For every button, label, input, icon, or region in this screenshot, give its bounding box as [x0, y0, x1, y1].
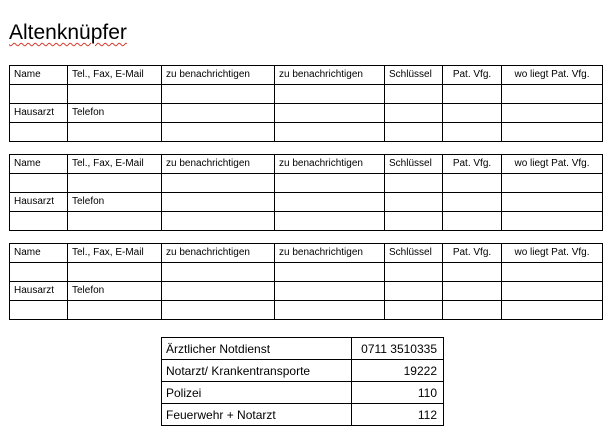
table-row — [10, 174, 603, 193]
header-cell-living-will-location: wo liegt Pat. Vfg. — [502, 66, 603, 85]
header-cell-key: Schlüssel — [385, 244, 443, 263]
emergency-number: 19222 — [352, 360, 444, 382]
emergency-row — [162, 338, 444, 360]
header-cell-key: Schlüssel — [385, 155, 443, 174]
table-row — [10, 212, 603, 231]
emergency-number: 110 — [352, 382, 444, 404]
table-header-row — [10, 66, 603, 85]
header-cell-living-will: Pat. Vfg. — [443, 155, 502, 174]
header-cell-living-will-location: wo liegt Pat. Vfg. — [502, 244, 603, 263]
header-cell-key: Schlüssel — [385, 66, 443, 85]
header-cell-notify-2: zu benachrichtigen — [275, 244, 385, 263]
contact-table — [9, 65, 603, 142]
header-cell-living-will-location: wo liegt Pat. Vfg. — [502, 155, 603, 174]
table-row — [10, 104, 603, 123]
header-cell-notify-1: zu benachrichtigen — [162, 244, 275, 263]
table-row — [10, 193, 603, 212]
document-title: Altenknüpfer — [9, 21, 127, 44]
table-header-row — [10, 155, 603, 174]
contact-table — [9, 243, 603, 320]
header-cell-contact: Tel., Fax, E-Mail — [68, 244, 162, 263]
table-row — [10, 301, 603, 320]
phone-label: Telefon — [68, 193, 162, 212]
contact-table — [9, 154, 603, 231]
header-cell-contact: Tel., Fax, E-Mail — [68, 66, 162, 85]
emergency-label: Polizei — [162, 382, 352, 404]
phone-label: Telefon — [68, 282, 162, 301]
emergency-numbers-table — [161, 337, 444, 426]
emergency-row — [162, 404, 444, 426]
emergency-label: Notarzt/ Krankentransporte — [162, 360, 352, 382]
emergency-row — [162, 360, 444, 382]
header-cell-name: Name — [10, 244, 68, 263]
header-cell-name: Name — [10, 66, 68, 85]
header-cell-notify-1: zu benachrichtigen — [162, 66, 275, 85]
table-row — [10, 123, 603, 142]
table-row — [10, 85, 603, 104]
doctor-label: Hausarzt — [10, 282, 68, 301]
header-cell-contact: Tel., Fax, E-Mail — [68, 155, 162, 174]
emergency-number: 112 — [352, 404, 444, 426]
emergency-label: Feuerwehr + Notarzt — [162, 404, 352, 426]
header-cell-name: Name — [10, 155, 68, 174]
header-cell-living-will: Pat. Vfg. — [443, 66, 502, 85]
header-cell-notify-2: zu benachrichtigen — [275, 155, 385, 174]
table-header-row — [10, 244, 603, 263]
header-cell-living-will: Pat. Vfg. — [443, 244, 502, 263]
header-cell-notify-2: zu benachrichtigen — [275, 66, 385, 85]
emergency-number: 0711 3510335 — [352, 338, 444, 360]
doctor-label: Hausarzt — [10, 104, 68, 123]
emergency-row — [162, 382, 444, 404]
phone-label: Telefon — [68, 104, 162, 123]
table-row — [10, 282, 603, 301]
doctor-label: Hausarzt — [10, 193, 68, 212]
emergency-label: Ärztlicher Notdienst — [162, 338, 352, 360]
header-cell-notify-1: zu benachrichtigen — [162, 155, 275, 174]
table-row — [10, 263, 603, 282]
